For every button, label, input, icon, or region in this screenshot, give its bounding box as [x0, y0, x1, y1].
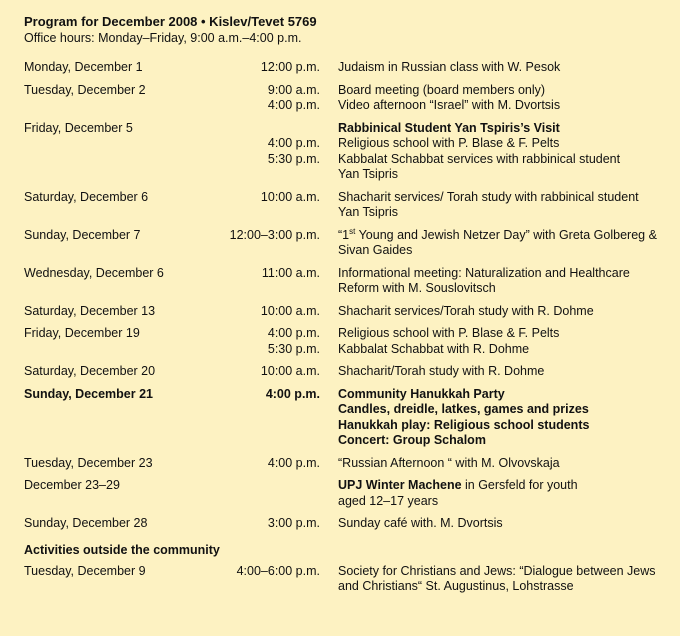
event-row [24, 364, 680, 380]
event-times: 4:00 p.m. 5:30 p.m. [267, 136, 320, 166]
event-row [24, 83, 680, 114]
event-row [24, 190, 680, 221]
event-date: Tuesday, December 9 [24, 563, 146, 578]
event-description: Community Hanukkah Party Candles, dreidle, latkes, games and prizes Hanukkah play: Religious school students Concert: Group Schalom [338, 386, 590, 447]
event-row [24, 564, 680, 595]
event-row [24, 516, 680, 532]
event-times: 4:00 p.m. [267, 455, 320, 470]
event-times: 4:00 p.m. 5:30 p.m. [267, 326, 320, 356]
event-description: “1st Young and Jewish Netzer Day” with Greta Golbereg & Sivan Gaides [338, 226, 657, 257]
event-description: “Russian Afternoon “ with M. Olvovskaja [338, 455, 560, 470]
event-times: 3:00 p.m. [267, 516, 320, 530]
event-description: Rabbinical Student Yan Tspiris’s Visit Religious school with P. Blase & F. Pelts Kabbalat Schabbat services with rabbinical student Yan Tsipris [338, 120, 621, 181]
event-date: Sunday, December 21 [24, 386, 153, 401]
event-times: 4:00–6:00 p.m. [236, 563, 320, 578]
event-description: Judaism in Russian class with W. Pesok [338, 60, 561, 74]
event-date: Saturday, December 6 [24, 189, 149, 204]
event-date: December 23–29 [24, 478, 120, 492]
event-date: Friday, December 19 [24, 326, 140, 340]
event-description: Society for Christians and Jews: “Dialogue between Jews and Christians“ St. Augustinus, Lohstrasse [338, 563, 656, 593]
program-title: Program for December 2008 • Kislev/Tevet 5769 [24, 14, 317, 29]
event-date: Monday, December 1 [24, 60, 143, 74]
event-description: Sunday café with. M. Dvortsis [338, 516, 503, 530]
event-times: 4:00 p.m. [265, 386, 320, 401]
event-description: Shacharit services/Torah study with R. Dohme [338, 303, 594, 318]
event-row [24, 266, 680, 297]
event-times: 10:00 a.m. [260, 303, 320, 318]
event-row [24, 60, 680, 76]
event-description: Shacharit services/ Torah study with rabbinical student Yan Tsipris [338, 189, 639, 219]
event-date: Tuesday, December 2 [24, 82, 146, 97]
event-times: 12:00–3:00 p.m. [229, 227, 320, 242]
event-description: Religious school with P. Blase & F. Pelts Kabbalat Schabbat with R. Dohme [338, 326, 560, 356]
event-row [24, 456, 680, 472]
office-hours: Office hours: Monday–Friday, 9:00 a.m.–4:00 p.m. [24, 31, 302, 45]
event-times: 9:00 a.m. 4:00 p.m. [267, 82, 320, 112]
event-date: Sunday, December 28 [24, 516, 148, 530]
event-description: UPJ Winter Machene in Gersfeld for youth aged 12–17 years [338, 478, 578, 508]
event-description: Informational meeting: Naturalization and Healthcare Reform with M. Souslovitsch [338, 265, 630, 295]
event-row [24, 387, 680, 449]
event-date: Sunday, December 7 [24, 227, 141, 242]
event-row [24, 228, 680, 259]
event-description: Shacharit/Torah study with R. Dohme [338, 364, 545, 378]
section-heading-outside: Activities outside the community [24, 542, 220, 557]
event-times: 10:00 a.m. [260, 364, 320, 378]
event-row [24, 326, 680, 357]
event-date: Saturday, December 20 [24, 364, 156, 378]
event-row [24, 478, 680, 509]
event-times [194, 478, 320, 509]
event-times: 10:00 a.m. [260, 189, 320, 204]
event-date: Friday, December 5 [24, 120, 133, 135]
event-row [24, 304, 680, 320]
event-date: Wednesday, December 6 [24, 265, 164, 280]
event-description: Board meeting (board members only) Video afternoon “Israel” with M. Dvortsis [338, 82, 561, 112]
event-date: Saturday, December 13 [24, 303, 156, 318]
event-date: Tuesday, December 23 [24, 455, 153, 470]
event-times: 12:00 p.m. [260, 60, 320, 74]
event-times: 11:00 a.m. [261, 265, 320, 280]
event-row [24, 121, 680, 183]
